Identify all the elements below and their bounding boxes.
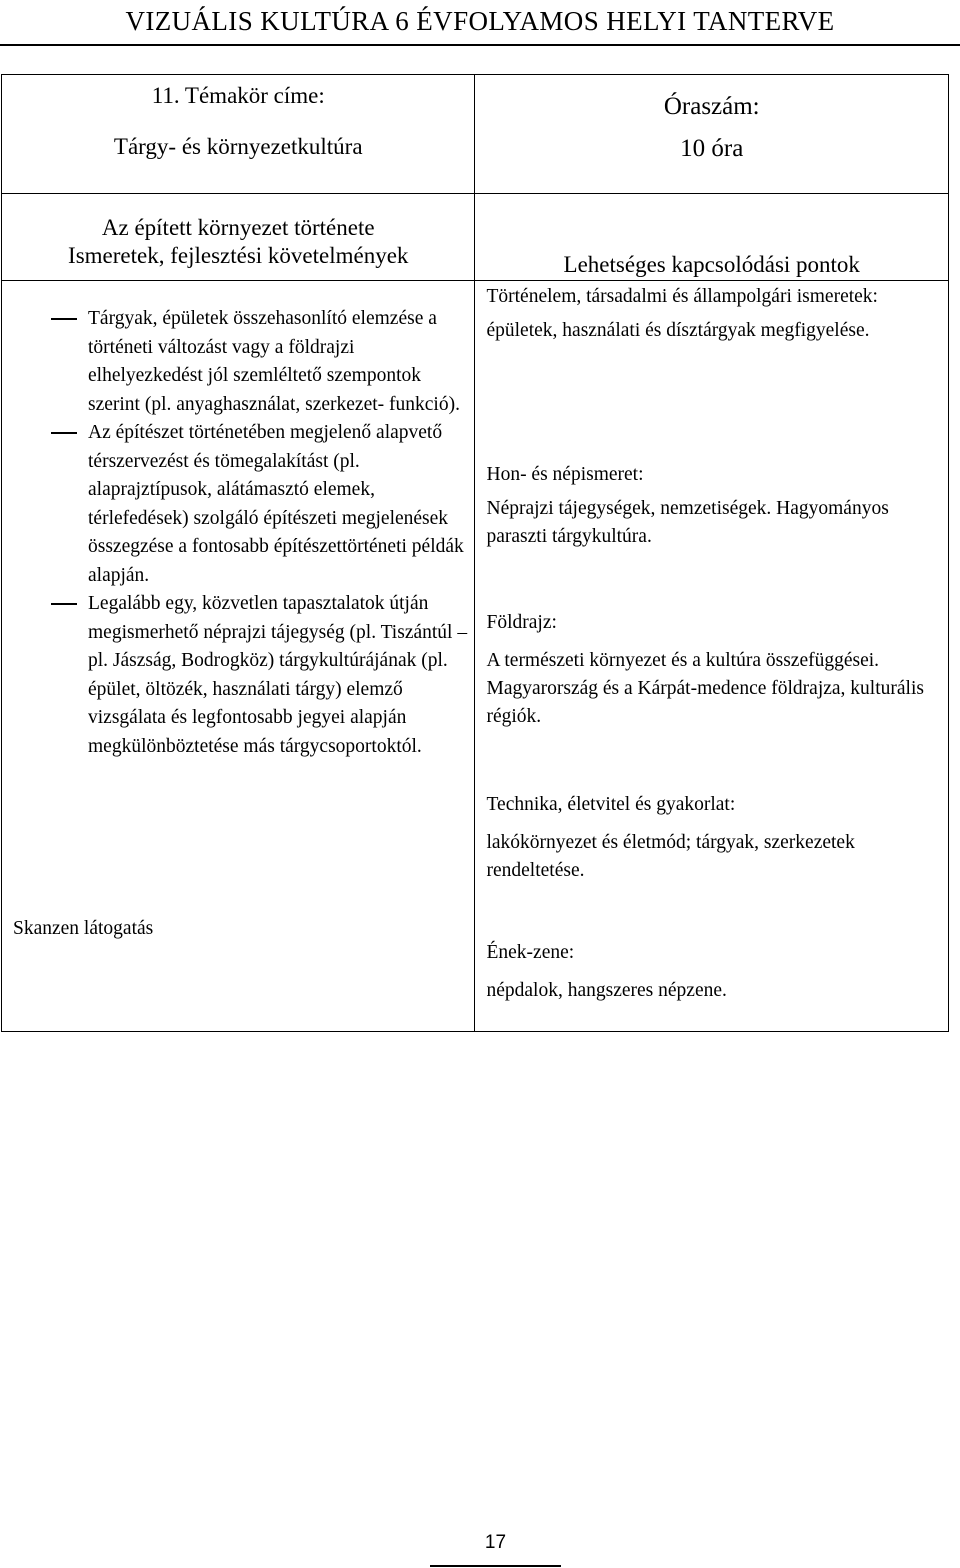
list-item xyxy=(2,590,472,761)
connection-history xyxy=(486,283,936,345)
connections-cell xyxy=(475,281,949,1032)
connections-heading-cell xyxy=(475,194,949,281)
page-number: 17 xyxy=(484,1532,507,1553)
requirements-cell xyxy=(2,281,475,1032)
connection-text: lakókörnyezet és életmód; tárgyak, szerkezetek rendeltetése. xyxy=(486,832,855,881)
connection-folk xyxy=(486,461,936,551)
dash-bullet-icon xyxy=(51,318,77,320)
requirements-list xyxy=(2,305,472,761)
topic-name: Tárgy- és környezetkultúra xyxy=(113,134,363,159)
connection-subject: Hon- és népismeret: xyxy=(486,464,644,485)
connection-text: Néprajzi tájegységek, nemzetiségek. Hagyományos paraszti tárgykultúra. xyxy=(486,498,889,547)
connection-music xyxy=(486,939,936,1005)
connection-subject: Technika, életvitel és gyakorlat: xyxy=(486,794,736,815)
requirements-heading-cell xyxy=(2,194,475,281)
page-number-underline xyxy=(430,1565,561,1567)
hours-cell xyxy=(475,75,949,194)
list-item xyxy=(2,419,472,590)
connection-text: épületek, használati és dísztárgyak megfigyelése. xyxy=(486,320,870,341)
visit-note: Skanzen látogatás xyxy=(13,918,154,939)
connection-text: népdalok, hangszeres népzene. xyxy=(486,980,727,1001)
connection-subject: Ének-zene: xyxy=(486,942,575,963)
topic-cell xyxy=(2,75,475,194)
curriculum-table xyxy=(1,74,949,1032)
hours-value: 10 óra xyxy=(680,135,744,162)
dash-bullet-icon xyxy=(51,432,77,434)
requirement-text: Tárgyak, épületek összehasonlító elemzése a történeti változást vagy a földrajzi elhelyezkedést jól szemléltető szempontok szerint (pl. anyaghasználat, szerkezet- funkció). xyxy=(88,308,460,415)
requirement-text: Legalább egy, közvetlen tapasztalatok útján megismerhető néprajzi tájegység (pl. Tiszántúl – pl. Jászság, Bodrogköz) tárgykultúrájának (pl. épület, öltözék, használati tárgy) elemző vizsgálata és legfontosabb jegyei alapján megkülönböztetése más tárgycsoportoktól. xyxy=(88,593,468,757)
connection-geography xyxy=(486,609,936,731)
connections-heading: Lehetséges kapcsolódási pontok xyxy=(563,252,860,277)
requirement-text: Az építészet történetében megjelenő alapvető térszervezést és tömegalakítást (pl. alaprajztípusok, alátámasztó elemek, térlefedések) szolgáló építészeti megjelenések összegzése a fontosabb építészettörténeti példák alapján. xyxy=(88,422,464,586)
connection-subject: Történelem, társadalmi és állampolgári ismeretek: xyxy=(486,286,878,307)
document-header-title: VIZUÁLIS KULTÚRA 6 ÉVFOLYAMOS HELYI TANTERVE xyxy=(125,6,835,36)
connection-technology xyxy=(486,791,936,885)
connection-text: A természeti környezet és a kultúra összefüggései. Magyarország és a Kárpát-medence földrajza, kulturális régiók. xyxy=(486,650,924,727)
subtopic-heading: Az épített környezet története xyxy=(101,215,375,240)
hours-label: Óraszám: xyxy=(663,93,760,120)
list-item xyxy=(2,305,472,419)
header-underline xyxy=(0,44,960,46)
requirements-heading: Ismeretek, fejlesztési követelmények xyxy=(68,243,409,268)
topic-number-label: 11. Témakör címe: xyxy=(151,83,325,108)
connection-subject: Földrajz: xyxy=(486,612,557,633)
dash-bullet-icon xyxy=(51,603,77,605)
